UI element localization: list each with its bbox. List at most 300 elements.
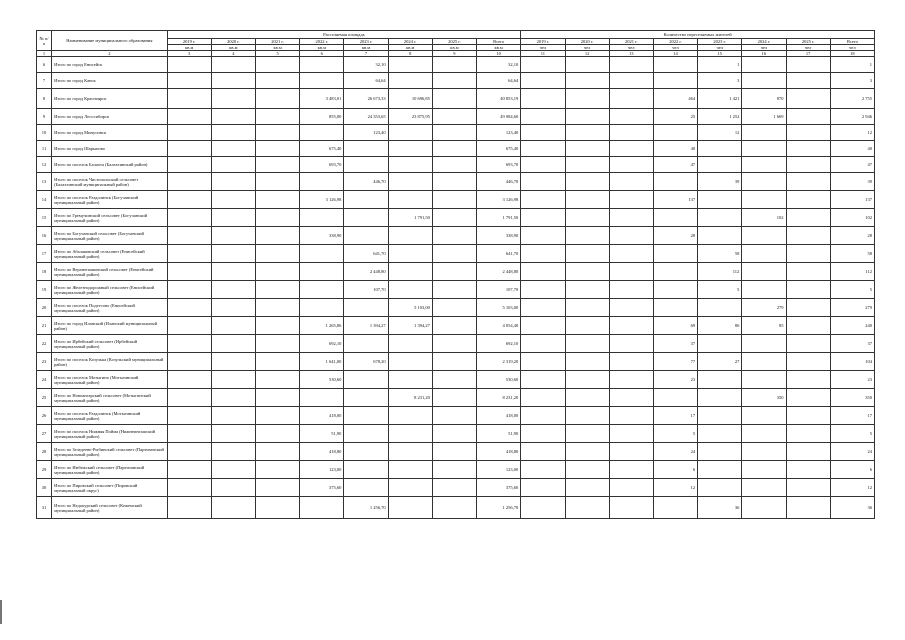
area-2023 — [344, 389, 388, 407]
people-2020 — [565, 371, 609, 389]
area-2025 — [432, 173, 476, 191]
header-column-number: 15 — [698, 51, 742, 57]
people-2022 — [653, 263, 697, 281]
municipality-name: Итого по поселок Мотыгино (Мотыгинский муниципальный район) — [52, 371, 168, 389]
area-2020 — [211, 479, 255, 497]
people-2023 — [698, 299, 742, 317]
table-row — [37, 57, 875, 73]
area-total: 4 054,40 — [477, 317, 521, 335]
people-2024 — [742, 407, 786, 425]
people-2019 — [521, 191, 565, 209]
people-2025 — [786, 335, 830, 353]
people-2020 — [565, 389, 609, 407]
header-area-year: 2022 г. — [300, 39, 344, 45]
people-2021 — [609, 141, 653, 157]
municipality-name: Итого по поселок Балахта (Балахтинский район) — [52, 157, 168, 173]
people-2020 — [565, 157, 609, 173]
area-2024 — [388, 443, 432, 461]
area-2019 — [167, 157, 211, 173]
people-2023 — [698, 371, 742, 389]
people-2025 — [786, 461, 830, 479]
people-2022: 464 — [653, 89, 697, 109]
people-2021 — [609, 443, 653, 461]
row-number: 6 — [37, 57, 52, 73]
area-2025 — [432, 461, 476, 479]
people-2022 — [653, 245, 697, 263]
header-column-number: 11 — [521, 51, 565, 57]
area-2020 — [211, 389, 255, 407]
people-2020 — [565, 497, 609, 519]
area-total: 693,70 — [477, 157, 521, 173]
people-total: 24 — [830, 443, 874, 461]
people-2020 — [565, 281, 609, 299]
people-2020 — [565, 125, 609, 141]
header-area-unit: кв.м — [477, 45, 521, 51]
area-2022: 855,00 — [300, 109, 344, 125]
row-number: 28 — [37, 443, 52, 461]
people-2021 — [609, 407, 653, 425]
area-total: 1 791,50 — [477, 209, 521, 227]
table-row — [37, 443, 875, 461]
area-2024: 23 875,95 — [388, 109, 432, 125]
people-2023 — [698, 443, 742, 461]
area-total: 2 319,20 — [477, 353, 521, 371]
area-2019 — [167, 57, 211, 73]
row-number: 13 — [37, 173, 52, 191]
area-2025 — [432, 157, 476, 173]
area-2024: 1 791,50 — [388, 209, 432, 227]
header-people-unit: чел — [742, 45, 786, 51]
area-2019 — [167, 389, 211, 407]
area-total: 123,40 — [477, 125, 521, 141]
people-2025 — [786, 425, 830, 443]
area-2022 — [300, 73, 344, 89]
people-2022: 37 — [653, 335, 697, 353]
people-2019 — [521, 353, 565, 371]
row-number: 11 — [37, 141, 52, 157]
area-total: 8 231,20 — [477, 389, 521, 407]
area-2024: 1 394,27 — [388, 317, 432, 335]
scan-edge-mark — [0, 600, 2, 624]
people-2025 — [786, 479, 830, 497]
people-2024 — [742, 141, 786, 157]
people-2023: 58 — [698, 245, 742, 263]
area-total: 49 084,60 — [477, 109, 521, 125]
people-2024 — [742, 425, 786, 443]
area-2020 — [211, 109, 255, 125]
area-2020 — [211, 371, 255, 389]
area-2019 — [167, 353, 211, 371]
area-2021 — [256, 335, 300, 353]
area-2019 — [167, 245, 211, 263]
table-row — [37, 109, 875, 125]
people-total: 39 — [830, 173, 874, 191]
people-2024 — [742, 461, 786, 479]
area-2022: 51,90 — [300, 425, 344, 443]
municipality-name: Итого по город Шарыпово — [52, 141, 168, 157]
people-2021 — [609, 125, 653, 141]
people-2025 — [786, 89, 830, 109]
people-2023 — [698, 479, 742, 497]
area-2022 — [300, 497, 344, 519]
people-2024: 870 — [742, 89, 786, 109]
row-number: 21 — [37, 317, 52, 335]
table-row — [37, 227, 875, 245]
area-2023 — [344, 425, 388, 443]
header-area-year: 2019 г. — [167, 39, 211, 45]
area-2021 — [256, 57, 300, 73]
people-2024: 1 669 — [742, 109, 786, 125]
row-number: 8 — [37, 89, 52, 109]
header-column-number: 8 — [388, 51, 432, 57]
table-row — [37, 157, 875, 173]
people-2024 — [742, 497, 786, 519]
area-2020 — [211, 461, 255, 479]
area-2019 — [167, 461, 211, 479]
header-area-unit: кв.м — [211, 45, 255, 51]
people-2023: 36 — [698, 497, 742, 519]
people-2025 — [786, 299, 830, 317]
area-2021 — [256, 407, 300, 425]
people-2021 — [609, 263, 653, 281]
area-2024 — [388, 281, 432, 299]
people-total: 5 — [830, 281, 874, 299]
area-total: 51,90 — [477, 425, 521, 443]
people-2023 — [698, 407, 742, 425]
row-number: 12 — [37, 157, 52, 173]
area-2020 — [211, 173, 255, 191]
municipality-name: Итого по город Минусинск — [52, 125, 168, 141]
people-2024 — [742, 353, 786, 371]
municipality-name: Итого по Гремучинский сельсовет (Богучанский муниципальный район) — [52, 209, 168, 227]
area-2024 — [388, 425, 432, 443]
area-2019 — [167, 443, 211, 461]
header-column-number: 5 — [256, 51, 300, 57]
header-name: Наименование муниципального образования — [52, 31, 168, 51]
people-2021 — [609, 227, 653, 245]
people-2024: 102 — [742, 209, 786, 227]
area-2021 — [256, 245, 300, 263]
area-2020 — [211, 407, 255, 425]
header-people-year: 2024 г. — [742, 39, 786, 45]
table-row — [37, 389, 875, 407]
row-number: 16 — [37, 227, 52, 245]
area-2022: 123,00 — [300, 461, 344, 479]
header-column-number: 18 — [830, 51, 874, 57]
people-2025 — [786, 109, 830, 125]
people-2021 — [609, 317, 653, 335]
area-2023 — [344, 227, 388, 245]
area-2020 — [211, 209, 255, 227]
people-2020 — [565, 141, 609, 157]
header-column-number: 16 — [742, 51, 786, 57]
people-2022 — [653, 73, 697, 89]
area-total: 675,40 — [477, 141, 521, 157]
people-2025 — [786, 125, 830, 141]
people-2025 — [786, 263, 830, 281]
people-2019 — [521, 89, 565, 109]
area-total: 40 853,19 — [477, 89, 521, 109]
people-2021 — [609, 335, 653, 353]
row-number: 19 — [37, 281, 52, 299]
area-2025 — [432, 141, 476, 157]
area-2020 — [211, 497, 255, 519]
area-2019 — [167, 141, 211, 157]
header-area-year: 2023 г. — [344, 39, 388, 45]
area-2024 — [388, 245, 432, 263]
people-2021 — [609, 209, 653, 227]
area-total: 338,90 — [477, 227, 521, 245]
area-2021 — [256, 461, 300, 479]
people-total: 12 — [830, 125, 874, 141]
people-2022: 77 — [653, 353, 697, 371]
people-2022 — [653, 57, 697, 73]
people-2022: 24 — [653, 443, 697, 461]
area-2023: 641,70 — [344, 245, 388, 263]
people-2021 — [609, 497, 653, 519]
area-2023 — [344, 371, 388, 389]
people-2022: 28 — [653, 227, 697, 245]
people-2019 — [521, 109, 565, 125]
table-row — [37, 461, 875, 479]
header-column-number: 12 — [565, 51, 609, 57]
header-people-group: Количество переселяемых жителей — [521, 31, 875, 39]
municipality-name: Итого по город Енисейск — [52, 57, 168, 73]
area-2023 — [344, 461, 388, 479]
header-people-unit: чел — [521, 45, 565, 51]
municipality-name: Итого по поселок Чистопольский сельсовет (Балахтинский муниципальный район) — [52, 173, 168, 191]
header-no: № п/п — [37, 31, 52, 51]
area-2020 — [211, 191, 255, 209]
people-2021 — [609, 353, 653, 371]
people-2019 — [521, 173, 565, 191]
area-2023: 26 673,33 — [344, 89, 388, 109]
people-2023: 12 — [698, 125, 742, 141]
area-2021 — [256, 281, 300, 299]
area-2020 — [211, 335, 255, 353]
people-2021 — [609, 425, 653, 443]
people-total: 47 — [830, 157, 874, 173]
row-number: 15 — [37, 209, 52, 227]
row-number: 14 — [37, 191, 52, 209]
area-total: 692,10 — [477, 335, 521, 353]
people-2021 — [609, 57, 653, 73]
area-2022: 692,10 — [300, 335, 344, 353]
table-row — [37, 497, 875, 519]
table-row — [37, 245, 875, 263]
area-total: 641,70 — [477, 245, 521, 263]
area-2020 — [211, 57, 255, 73]
people-2024 — [742, 371, 786, 389]
people-total: 279 — [830, 299, 874, 317]
area-2019 — [167, 209, 211, 227]
people-total: 102 — [830, 209, 874, 227]
people-2023: 1 421 — [698, 89, 742, 109]
people-2025 — [786, 245, 830, 263]
table-row — [37, 141, 875, 157]
people-2022: 25 — [653, 109, 697, 125]
people-2022 — [653, 125, 697, 141]
area-2021 — [256, 479, 300, 497]
people-2023: 1 252 — [698, 109, 742, 125]
area-2025 — [432, 281, 476, 299]
area-2022: 675,40 — [300, 141, 344, 157]
area-2022: 338,90 — [300, 227, 344, 245]
header-area-year: Всего — [477, 39, 521, 45]
header-column-number: 13 — [609, 51, 653, 57]
area-2025 — [432, 245, 476, 263]
area-2021 — [256, 389, 300, 407]
area-2024: 5 103,00 — [388, 299, 432, 317]
people-2020 — [565, 245, 609, 263]
header-area-year: 2021 г. — [256, 39, 300, 45]
area-2020 — [211, 89, 255, 109]
area-2023: 446,70 — [344, 173, 388, 191]
municipality-name: Итого по город Красноярск — [52, 89, 168, 109]
people-2024 — [742, 263, 786, 281]
area-2020 — [211, 141, 255, 157]
area-2024 — [388, 57, 432, 73]
area-2023 — [344, 141, 388, 157]
row-number: 20 — [37, 299, 52, 317]
people-total: 1 — [830, 57, 874, 73]
header-area-unit: кв.м — [388, 45, 432, 51]
people-2019 — [521, 407, 565, 425]
people-total: 23 — [830, 371, 874, 389]
table-row — [37, 353, 875, 371]
area-2022: 375,60 — [300, 479, 344, 497]
row-number: 29 — [37, 461, 52, 479]
area-2021 — [256, 425, 300, 443]
table-row — [37, 425, 875, 443]
header-area-year: 2025 г. — [432, 39, 476, 45]
area-2022: 1 641,00 — [300, 353, 344, 371]
people-2019 — [521, 73, 565, 89]
area-2020 — [211, 443, 255, 461]
header-people-unit: чел — [565, 45, 609, 51]
area-total: 375,60 — [477, 479, 521, 497]
people-2019 — [521, 317, 565, 335]
table-row — [37, 299, 875, 317]
people-2022 — [653, 299, 697, 317]
people-2023 — [698, 335, 742, 353]
header-people-unit: чел — [653, 45, 697, 51]
people-2024: 350 — [742, 389, 786, 407]
municipality-name: Итого по Имбежский сельсовет (Партизанский муниципальный район) — [52, 461, 168, 479]
people-2024 — [742, 157, 786, 173]
area-2024 — [388, 335, 432, 353]
table-row — [37, 281, 875, 299]
people-2025 — [786, 157, 830, 173]
people-total: 104 — [830, 353, 874, 371]
people-2022 — [653, 497, 697, 519]
people-2023 — [698, 209, 742, 227]
people-2019 — [521, 371, 565, 389]
area-2020 — [211, 245, 255, 263]
area-2024 — [388, 353, 432, 371]
area-2023 — [344, 157, 388, 173]
table-row — [37, 371, 875, 389]
area-2025 — [432, 407, 476, 425]
people-2019 — [521, 227, 565, 245]
area-2025 — [432, 209, 476, 227]
people-2023: 5 — [698, 281, 742, 299]
row-number: 25 — [37, 389, 52, 407]
table-row — [37, 263, 875, 281]
area-total: 32,10 — [477, 57, 521, 73]
people-2025 — [786, 173, 830, 191]
people-2025 — [786, 353, 830, 371]
people-2023 — [698, 141, 742, 157]
header-people-unit: чел — [786, 45, 830, 51]
people-2024 — [742, 191, 786, 209]
row-number: 9 — [37, 109, 52, 125]
municipality-name: Итого по поселок Раздолинск (Мотыгинский муниципальный район) — [52, 407, 168, 425]
people-2019 — [521, 141, 565, 157]
area-2022 — [300, 57, 344, 73]
area-2019 — [167, 317, 211, 335]
row-number: 24 — [37, 371, 52, 389]
people-2025 — [786, 227, 830, 245]
people-2025 — [786, 389, 830, 407]
area-2019 — [167, 335, 211, 353]
people-total: 40 — [830, 141, 874, 157]
municipality-name: Итого по поселок Козулька (Козульский муниципальный район) — [52, 353, 168, 371]
people-2021 — [609, 173, 653, 191]
people-2020 — [565, 461, 609, 479]
area-2023: 1 256,70 — [344, 497, 388, 519]
people-2020 — [565, 57, 609, 73]
table-row — [37, 209, 875, 227]
area-2022: 1 265,86 — [300, 317, 344, 335]
area-2020 — [211, 125, 255, 141]
people-2025 — [786, 73, 830, 89]
municipality-name: Итого по Железнодорожный сельсовет (Енисейский муниципальный район) — [52, 281, 168, 299]
people-2024 — [742, 57, 786, 73]
people-2022: 40 — [653, 141, 697, 157]
row-number: 23 — [37, 353, 52, 371]
people-2019 — [521, 157, 565, 173]
people-2019 — [521, 281, 565, 299]
people-2024 — [742, 73, 786, 89]
area-2019 — [167, 89, 211, 109]
area-2024: 8 231,20 — [388, 389, 432, 407]
area-2019 — [167, 109, 211, 125]
people-2024 — [742, 281, 786, 299]
municipality-name: Итого по Верхнепашинский сельсовет (Енисейский муниципальный район) — [52, 263, 168, 281]
people-2021 — [609, 191, 653, 209]
table-row — [37, 73, 875, 89]
table-row — [37, 317, 875, 335]
area-2021 — [256, 157, 300, 173]
people-2020 — [565, 109, 609, 125]
table-row — [37, 479, 875, 497]
header-area-unit: кв.м — [167, 45, 211, 51]
people-2020 — [565, 173, 609, 191]
people-2019 — [521, 57, 565, 73]
area-2022: 3 483,01 — [300, 89, 344, 109]
row-number: 22 — [37, 335, 52, 353]
table-row — [37, 89, 875, 109]
people-2022: 137 — [653, 191, 697, 209]
area-2020 — [211, 281, 255, 299]
area-2023 — [344, 335, 388, 353]
table-row — [37, 191, 875, 209]
row-number: 30 — [37, 479, 52, 497]
municipality-name: Итого по город Канск — [52, 73, 168, 89]
area-2025 — [432, 317, 476, 335]
area-total: 5 103,00 — [477, 299, 521, 317]
